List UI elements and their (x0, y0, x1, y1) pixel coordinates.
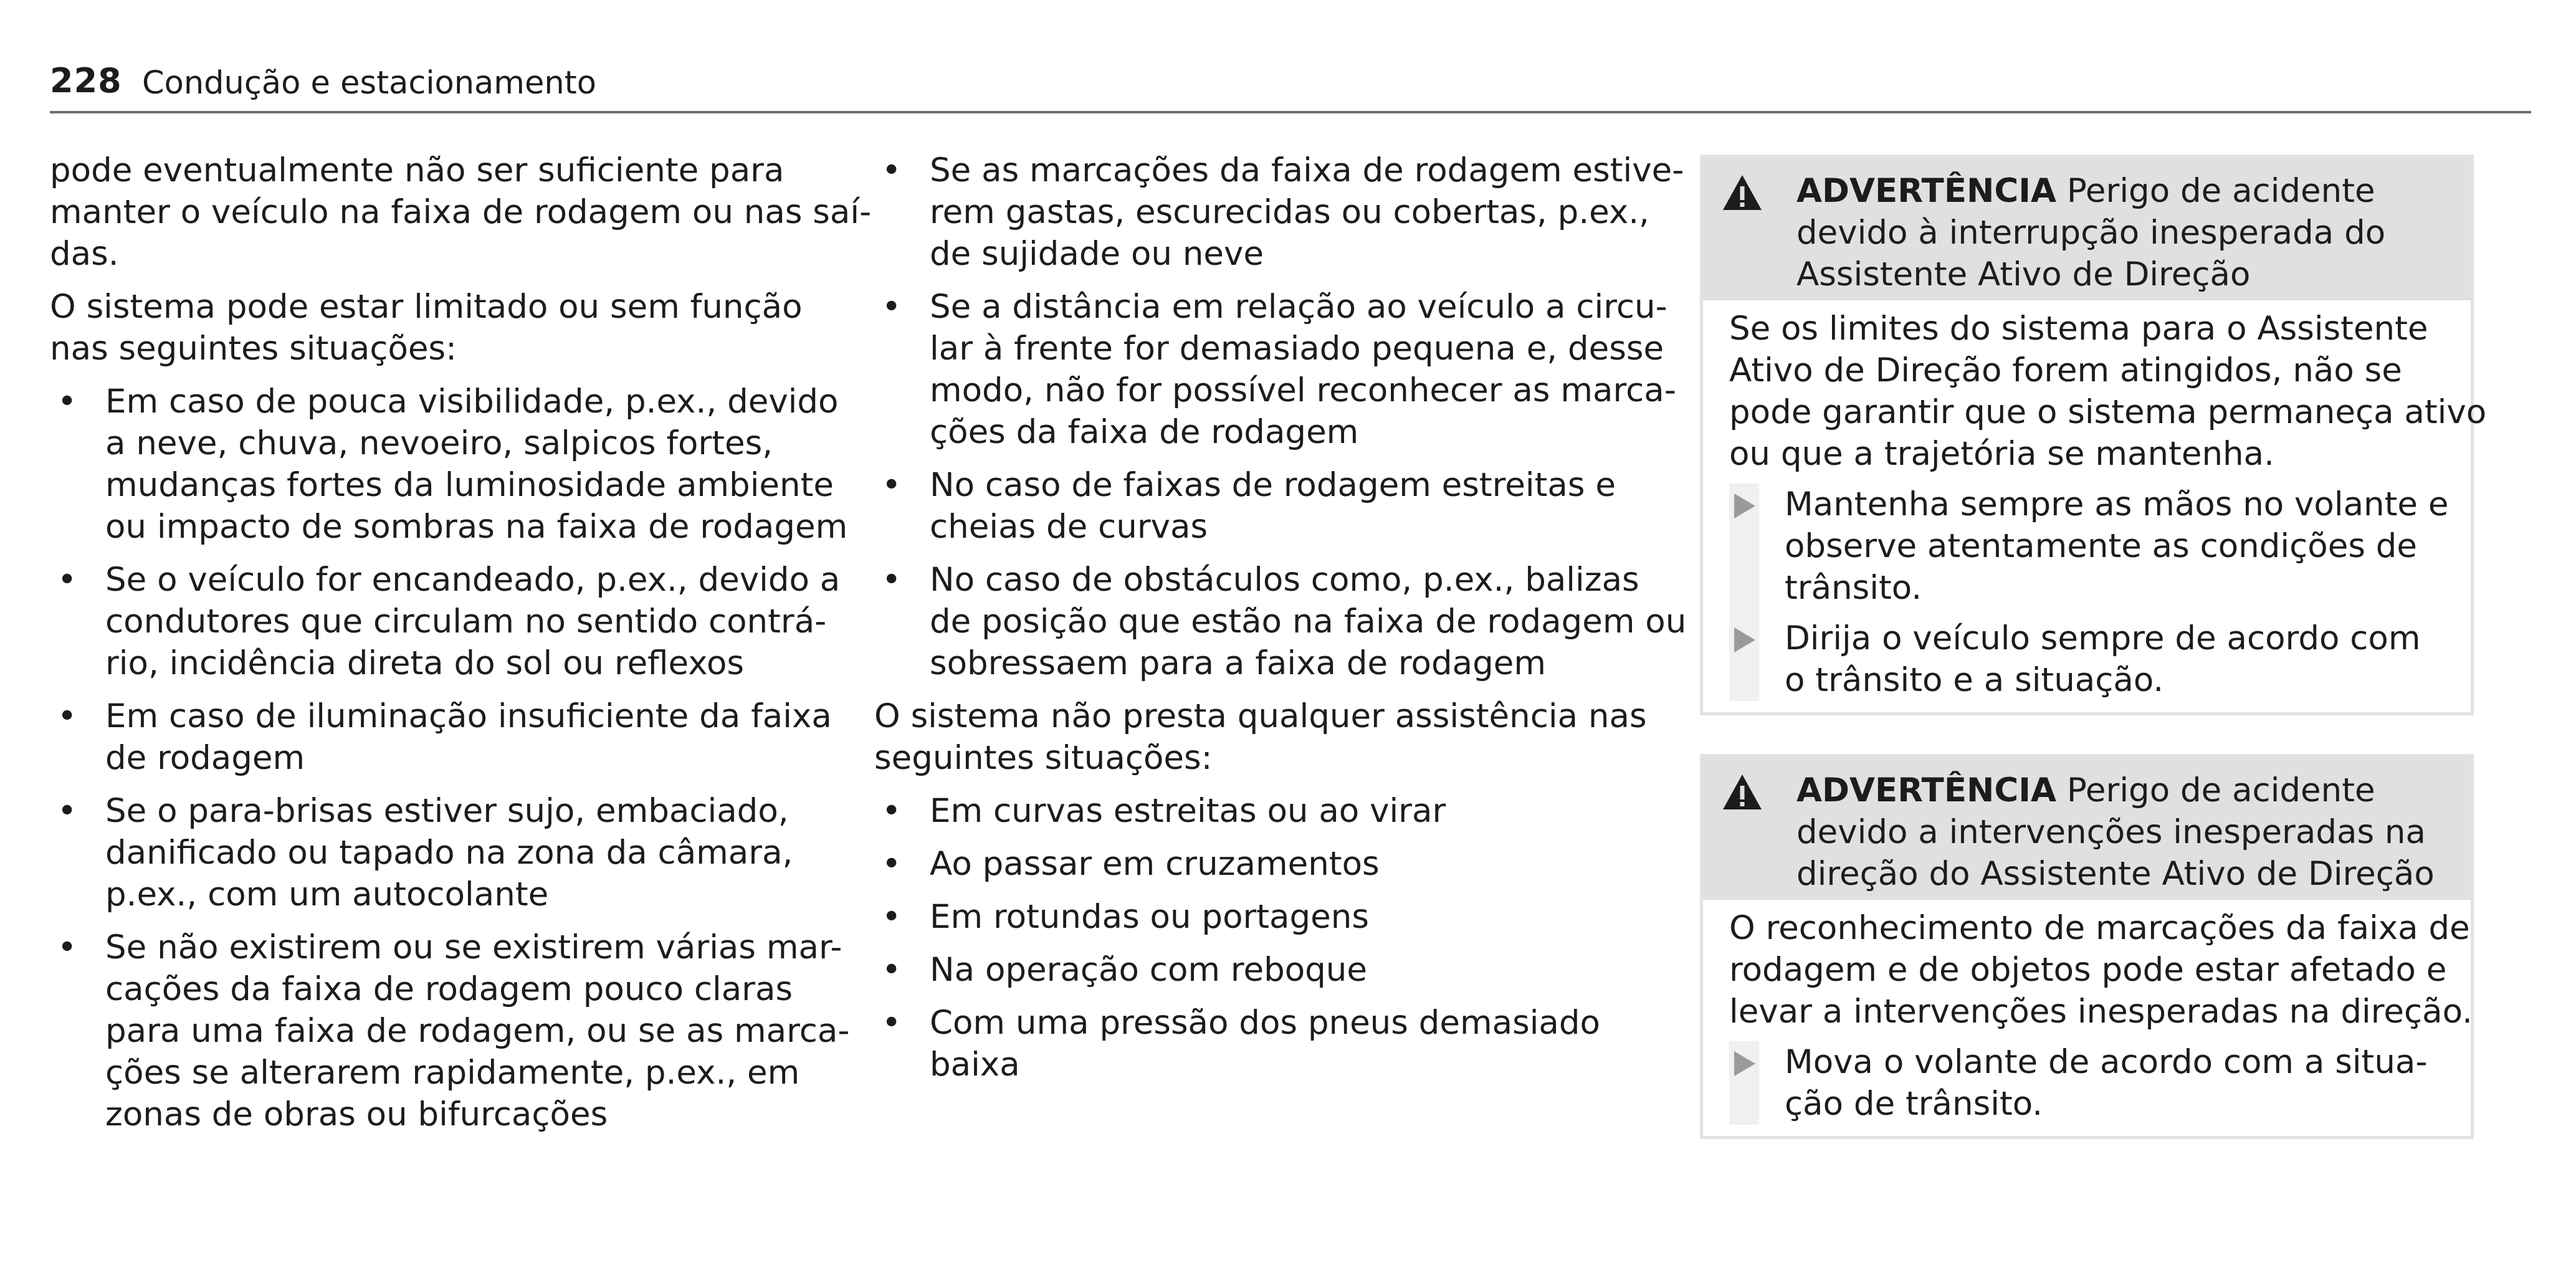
list-item: • Em caso de pouca visibilidade, p.ex., devido a neve, chuva, nevoeiro, salpicos fortes, mudanças fortes da luminosidade ambiente ou impacto de sombras na faixa de rodagem (50, 381, 838, 548)
list-item: • Em rotundas ou portagens (874, 896, 1659, 938)
action-step: Mova o volante de acordo com a situa- ção de trânsito. (1729, 1041, 2458, 1125)
warning-triangle-icon (1722, 773, 1763, 811)
warning-label: ADVERTÊNCIA (1796, 771, 2057, 809)
list-item: • Se não existirem ou se existirem várias mar- cações da faixa de rodagem pouco claras para uma faixa de rodagem, ou se as marca- ções se alterarem rapidamente, p.ex., em zonas de obras ou bifurcações (50, 927, 838, 1135)
action-step: Mantenha sempre as mãos no volante e observe atentamente as condições de trânsito. (1729, 484, 2458, 609)
paragraph-intro: pode eventualmente não ser suficiente para manter o veículo na faixa de rodagem ou nas saí- das. (50, 151, 872, 273)
warning-text: O reconhecimento de marcações da faixa de rodagem e de objetos pode estar afetado e levar a intervenções inesperadas na direção. (1729, 909, 2473, 1031)
paragraph-no-assistance: O sistema não presta qualquer assistência nas seguintes situações: (874, 697, 1647, 777)
list-item: • Com uma pressão dos pneus demasiado baixa (874, 1002, 1659, 1085)
warning-header: ADVERTÊNCIA Perigo de acidente devido a intervenções inesperadas na direção do Assistente Ativo de Direção (1703, 757, 2471, 900)
list-item: • Em curvas estreitas ou ao virar (874, 790, 1659, 832)
action-arrow-icon (1734, 627, 1755, 652)
warning-header: ADVERTÊNCIA Perigo de acidente devido à interrupção inesperada do Assistente Ativo de Direção (1703, 158, 2471, 300)
list-item: • Na operação com reboque (874, 949, 1659, 991)
action-step: Dirija o veículo sempre de acordo com o trânsito e a situação. (1729, 618, 2458, 701)
page-number: 228 (50, 61, 122, 100)
middle-column (874, 150, 1687, 1097)
no-assistance-list (874, 790, 1659, 1085)
warning-box-interruption (1700, 155, 2487, 715)
list-item: • Em caso de iluminação insuficiente da faixa de rodagem (50, 695, 838, 779)
paragraph-limitations: O sistema pode estar limitado ou sem função nas seguintes situações: (50, 288, 803, 368)
action-arrow-icon (1734, 1051, 1755, 1076)
warning-triangle-icon (1722, 174, 1763, 211)
list-item: • Ao passar em cruzamentos (874, 843, 1659, 885)
list-item: • Se a distância em relação ao veículo a circu- lar à frente for demasiado pequena e, desse modo, não for possível reconhecer as marca- ções da faixa de rodagem (874, 286, 1659, 453)
left-column (50, 150, 872, 1147)
list-item: • Se as marcações da faixa de rodagem estive- rem gastas, escurecidas ou cobertas, p.ex., de sujidade ou neve (874, 150, 1659, 275)
warning-label: ADVERTÊNCIA (1796, 172, 2057, 210)
limitations-list (50, 381, 850, 1135)
warning-body (1703, 300, 2487, 712)
warning-box-interventions (1700, 754, 2474, 1139)
limitations-list-continued (874, 150, 1687, 684)
action-arrow-icon (1734, 494, 1755, 518)
list-item: • Se o para-brisas estiver sujo, embaciado, danificado ou tapado na zona da câmara, p.ex., com um autocolante (50, 790, 838, 915)
list-item: • Se o veículo for encandeado, p.ex., devido a condutores que circulam no sentido contrá- rio, incidência direta do sol ou reflexos (50, 559, 838, 684)
warning-text: Se os limites do sistema para o Assistente Ativo de Direção forem atingidos, não se pode garantir que o sistema permaneça ativo ou que a trajetória se mantenha. (1729, 310, 2487, 473)
list-item: • No caso de obstáculos como, p.ex., balizas de posição que estão na faixa de rodagem ou sobressaem para a faixa de rodagem (874, 559, 1659, 684)
section-title: Condução e estacionamento (142, 65, 596, 102)
warning-body (1703, 900, 2471, 1136)
page-header (50, 61, 2531, 113)
list-item: • No caso de faixas de rodagem estreitas e cheias de curvas (874, 464, 1659, 548)
